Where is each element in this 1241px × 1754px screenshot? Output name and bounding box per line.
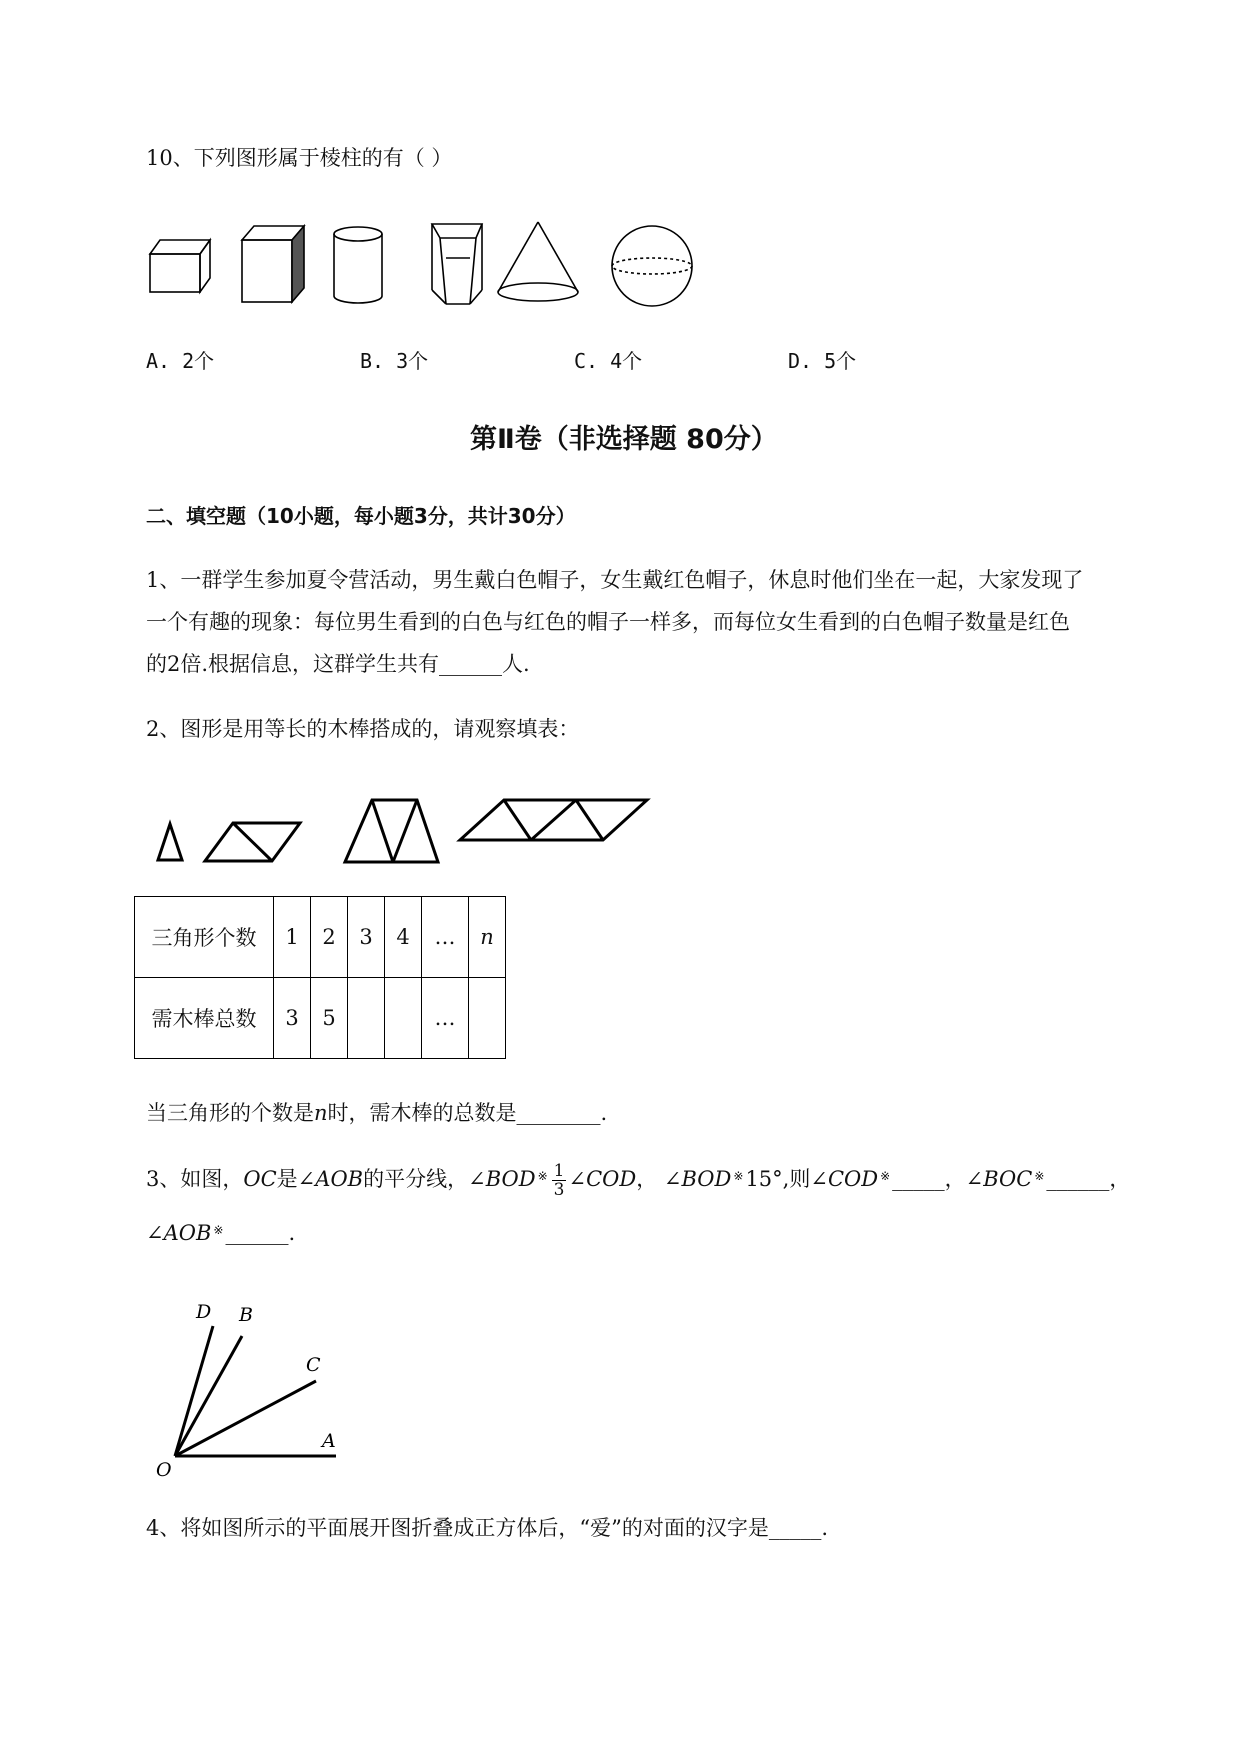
fq3-equals-mark: ※ (733, 1169, 744, 1183)
q10-option-c: C. 4个 (574, 349, 643, 373)
q10-option-b: B. 3个 (360, 349, 429, 373)
fq3-text: ， (636, 1167, 658, 1191)
fq3-var-bod: BOD (485, 1167, 536, 1191)
fq3-blank: ______， (1046, 1167, 1131, 1191)
fq3-text: 是∠ (276, 1167, 316, 1191)
fq3-var-oc: OC (243, 1167, 277, 1191)
table-cell: … (422, 897, 469, 978)
fq3-text: 的平分线，∠ (363, 1167, 486, 1191)
fq3-blank: _____， (892, 1167, 966, 1191)
q10-stem: 10、下列图形属于棱柱的有（ ） (146, 146, 453, 170)
table-cell: 需木棒总数 (135, 978, 274, 1059)
fraction-numerator: 1 (553, 1161, 565, 1181)
table-cell: 三角形个数 (135, 897, 274, 978)
fq2-after-post: 时，需木棒的总数是________. (327, 1101, 608, 1125)
fq3-var-aob: AOB (315, 1167, 364, 1191)
fq3-var-cod2: ∠COD (810, 1167, 879, 1191)
fq2-stem: 2、图形是用等长的木棒搭成的，请观察填表： (146, 717, 580, 741)
table-cell: … (422, 978, 469, 1059)
fq3-var-bod2: ∠BOD (663, 1167, 732, 1191)
fq2-after-pre: 当三角形的个数是 (146, 1101, 314, 1125)
fq3-equals-mark: ※ (1034, 1169, 1045, 1183)
table-cell: 3 (348, 897, 385, 978)
section2-header: 二、填空题（10小题，每小题3分，共计30分） (146, 504, 576, 528)
fq3-equals-mark: ※ (880, 1169, 891, 1183)
fq3-text: ,则 (782, 1167, 811, 1191)
fq1-line3: 的2倍.根据信息，这群学生共有______人. (146, 652, 530, 676)
fq3-blank: ______. (225, 1221, 296, 1245)
fq3-equals-mark: ※ (213, 1223, 224, 1237)
point-label-o: O (156, 1459, 172, 1481)
fq3-var-aob2: ∠AOB (146, 1221, 212, 1245)
ray-od (175, 1326, 213, 1456)
point-label-c: C (306, 1354, 321, 1376)
point-label-a: A (322, 1430, 336, 1452)
fq2-after-var: n (314, 1101, 328, 1125)
table-cell: 5 (311, 978, 348, 1059)
fq3-var-cod: ∠COD (568, 1167, 637, 1191)
table-cell: n (469, 897, 506, 978)
table-cell: 4 (385, 897, 422, 978)
table-cell: 2 (311, 897, 348, 978)
q10-option-a: A. 2个 (146, 349, 215, 373)
fq1-line1: 1、一群学生参加夏令营活动，男生戴白色帽子，女生戴红色帽子，休息时他们坐在一起，大家发现了 (146, 568, 1084, 592)
point-label-b: B (239, 1304, 253, 1326)
fq3-var-boc: ∠BOC (965, 1167, 1033, 1191)
fq3-degree: 15° (745, 1167, 783, 1191)
fq4-text: 4、将如图所示的平面展开图折叠成正方体后，“爱”的对面的汉字是_____. (146, 1516, 829, 1540)
fq3-equals-mark: ※ (537, 1169, 548, 1183)
point-label-d: D (196, 1301, 212, 1323)
q10-option-d: D. 5个 (788, 349, 857, 373)
fq3-text: 3、如图， (146, 1167, 244, 1191)
table-cell: 1 (274, 897, 311, 978)
table-cell: 3 (274, 978, 311, 1059)
fq1-line2: 一个有趣的现象：每位男生看到的白色与红色的帽子一样多，而每位女生看到的白色帽子数量是红色 (146, 610, 1070, 634)
fraction-denominator: 3 (553, 1180, 565, 1200)
part2-title: 第Ⅱ卷（非选择题 80分） (470, 424, 778, 455)
